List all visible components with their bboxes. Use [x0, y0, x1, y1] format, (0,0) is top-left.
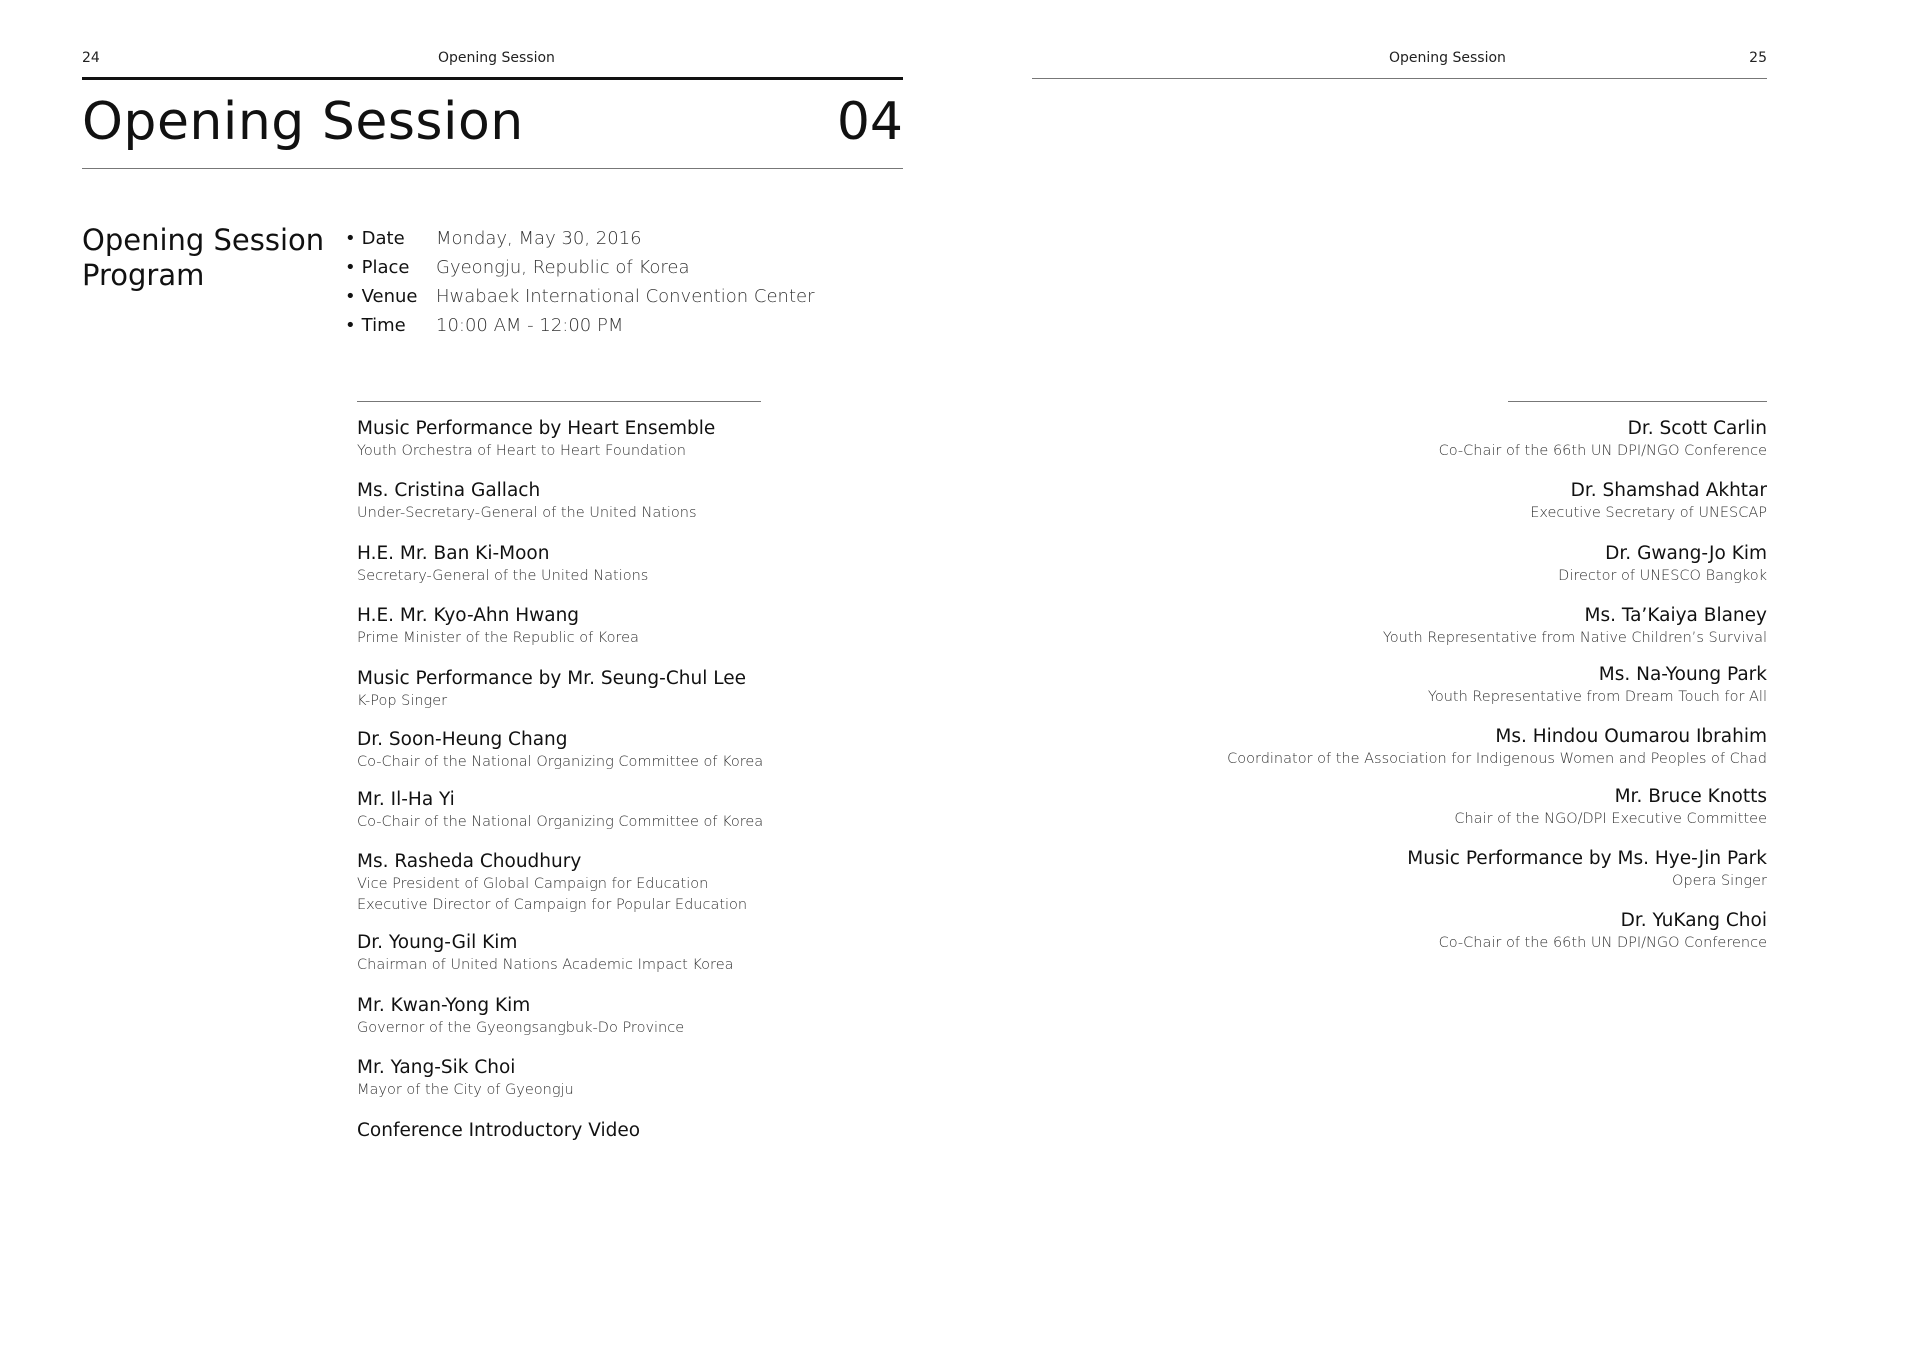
info-label: • Venue — [345, 282, 436, 311]
speaker-role: Prime Minister of the Republic of Korea — [357, 630, 639, 646]
speaker-name: Dr. Scott Carlin — [1627, 418, 1767, 439]
speaker-role: Youth Representative from Native Children’s Survival — [1382, 630, 1767, 646]
info-row-time — [345, 311, 623, 340]
page-number: 24 — [82, 50, 100, 66]
program-item — [357, 1055, 574, 1101]
program-item — [357, 849, 747, 916]
speaker-name: Music Performance by Ms. Hye-Jin Park — [1407, 848, 1767, 869]
chapter-number: 04 — [836, 92, 903, 152]
speaker-role: Co-Chair of the National Organizing Committee of Korea — [357, 814, 764, 830]
info-value: Hwabaek International Convention Center — [436, 286, 815, 307]
speaker-name: Conference Introductory Video — [357, 1120, 641, 1141]
page-number: 25 — [1749, 50, 1767, 66]
running-head: Opening Session — [1389, 50, 1506, 66]
speaker-name: Ms. Ta’Kaiya Blaney — [1584, 605, 1767, 626]
speaker-role: Executive Director of Campaign for Popular Education — [357, 897, 748, 913]
info-label: • Place — [345, 253, 436, 282]
speaker-name: Dr. Soon-Heung Chang — [357, 729, 568, 750]
speaker-role: Co-Chair of the 66th UN DPI/NGO Conference — [1438, 443, 1767, 459]
speaker-name: H.E. Mr. Kyo-Ahn Hwang — [357, 605, 580, 626]
program-item — [357, 478, 697, 524]
program-item — [357, 727, 763, 773]
section-title — [82, 223, 324, 293]
speaker-role: Youth Orchestra of Heart to Heart Foundation — [357, 443, 686, 459]
program-item — [357, 930, 734, 976]
speaker-role: Executive Secretary of UNESCAP — [1530, 505, 1767, 521]
speaker-name: Dr. Young-Gil Kim — [357, 932, 518, 953]
speaker-role: Opera Singer — [1671, 873, 1767, 889]
info-value: 10:00 AM - 12:00 PM — [436, 315, 624, 336]
section-title-line: Opening Session — [82, 223, 325, 257]
speaker-name: Music Performance by Heart Ensemble — [357, 418, 716, 439]
speaker-name: Ms. Rasheda Choudhury — [357, 851, 582, 872]
program-item — [357, 541, 648, 587]
speaker-name: Dr. Shamshad Akhtar — [1570, 480, 1767, 501]
info-value: Monday, May 30, 2016 — [436, 228, 642, 249]
speaker-role: Chair of the NGO/DPI Executive Committee — [1454, 811, 1767, 827]
speaker-role: Youth Representative from Dream Touch for All — [1427, 689, 1767, 705]
speaker-name: H.E. Mr. Ban Ki-Moon — [357, 543, 550, 564]
speaker-name: Dr. YuKang Choi — [1620, 910, 1767, 931]
speaker-role: Mayor of the City of Gyeongju — [357, 1082, 574, 1098]
speaker-role: Under-Secretary-General of the United Nations — [357, 505, 697, 521]
info-label: • Time — [345, 311, 436, 340]
program-item — [1558, 541, 1767, 587]
speaker-name: Ms. Hindou Oumarou Ibrahim — [1495, 726, 1767, 747]
speaker-name: Mr. Kwan-Yong Kim — [357, 995, 531, 1016]
program-item — [1428, 662, 1767, 708]
top-rule — [1032, 78, 1767, 79]
speaker-name: Music Performance by Mr. Seung-Chul Lee — [357, 668, 746, 689]
program-item — [1454, 784, 1767, 830]
speaker-role: Chairman of United Nations Academic Impact Korea — [357, 957, 734, 973]
speaker-name: Mr. Bruce Knotts — [1614, 786, 1767, 807]
top-rule — [82, 77, 903, 80]
program-item — [357, 787, 763, 833]
program-item — [1383, 603, 1767, 649]
info-label: • Date — [345, 224, 436, 253]
program-item — [1227, 724, 1767, 770]
program-item — [357, 1118, 640, 1143]
info-value: Gyeongju, Republic of Korea — [436, 257, 690, 278]
speaker-role: Coordinator of the Association for Indigenous Women and Peoples of Chad — [1227, 751, 1767, 767]
speaker-role: Secretary-General of the United Nations — [357, 568, 649, 584]
speaker-name: Ms. Cristina Gallach — [357, 480, 541, 501]
speaker-role: K-Pop Singer — [357, 693, 448, 709]
speaker-name: Dr. Gwang-Jo Kim — [1605, 543, 1767, 564]
speaker-name: Ms. Na-Young Park — [1598, 664, 1767, 685]
speaker-role: Co-Chair of the 66th UN DPI/NGO Conference — [1438, 935, 1767, 951]
section-title-line: Program — [82, 258, 205, 292]
speaker-name: Mr. Yang-Sik Choi — [357, 1057, 516, 1078]
speaker-name: Mr. Il-Ha Yi — [357, 789, 455, 810]
speaker-role: Vice President of Global Campaign for Education — [357, 876, 709, 892]
chapter-title: Opening Session — [82, 92, 524, 152]
program-item — [1439, 908, 1767, 954]
program-rule — [1508, 401, 1767, 402]
program-item — [357, 666, 746, 712]
program-item — [357, 993, 684, 1039]
speaker-role: Co-Chair of the National Organizing Committee of Korea — [357, 754, 764, 770]
program-item — [1407, 846, 1767, 892]
program-rule — [357, 401, 761, 402]
info-row-place — [345, 253, 690, 282]
speaker-role: Director of UNESCO Bangkok — [1558, 568, 1767, 584]
program-item — [1530, 478, 1767, 524]
program-item — [357, 603, 639, 649]
running-head: Opening Session — [438, 50, 555, 66]
info-row-venue — [345, 282, 814, 311]
title-rule — [82, 168, 903, 169]
speaker-role: Governor of the Gyeongsangbuk-Do Province — [357, 1020, 685, 1036]
program-item — [357, 416, 715, 462]
info-row-date — [345, 224, 642, 253]
program-item — [1439, 416, 1767, 462]
